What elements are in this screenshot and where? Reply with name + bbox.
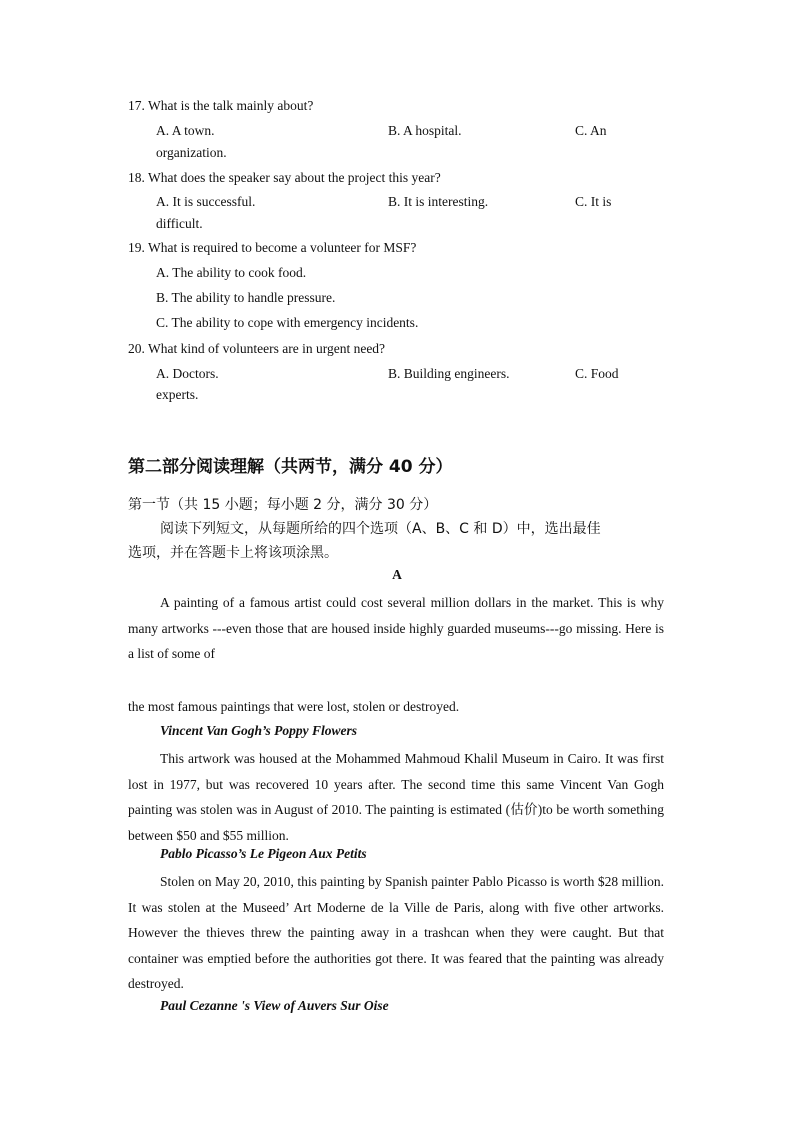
painting-2-text: Stolen on May 20, 2010, this painting by Spanish painter Pablo Picasso is worth $28 million. It was stolen at the Museed’ Art Moderne de la Ville de Paris, along with five other artworks. However the thieves threw the painting away in a trashcan when they were caught. But that container was emptied before the authorities got there. It was feared that the painting was already destroyed.: [128, 874, 664, 992]
question-19-stem: 19. What is required to become a volunteer for MSF?: [128, 240, 417, 255]
question-19-option-c: C. The ability to cope with emergency incidents.: [156, 315, 419, 330]
question-17-option-c: C. An: [575, 123, 607, 138]
question-17-option-b: B. A hospital.: [388, 123, 462, 138]
question-20-option-c-continued: experts.: [156, 387, 199, 402]
question-18-option-a: A. It is successful.: [156, 194, 256, 209]
passage-intro: [128, 590, 664, 667]
question-18-option-c-continued: difficult.: [156, 216, 203, 231]
painting-2-title: Pablo Picasso’s Le Pigeon Aux Petits: [160, 846, 367, 861]
question-19-option-a: A. The ability to cook food.: [156, 265, 307, 280]
question-19-option-b: B. The ability to handle pressure.: [156, 290, 336, 305]
painting-1-description: [128, 746, 664, 848]
question-18-option-b: B. It is interesting.: [388, 194, 489, 209]
painting-3-title: Paul Cezanne 's View of Auvers Sur Oise: [160, 998, 389, 1013]
question-17-option-a: A. A town.: [156, 123, 215, 138]
instructions-line-1: 阅读下列短文，从每题所给的四个选项（A、B、C 和 D）中，选出最佳: [160, 521, 601, 537]
passage-label: A: [392, 567, 402, 582]
question-20-option-a: A. Doctors.: [156, 366, 219, 381]
section-one-title: 第一节（共 15 小题；每小题 2 分，满分 30 分）: [128, 497, 438, 513]
instructions-line-2: 选项，并在答题卡上将该项涂黑。: [128, 545, 338, 561]
question-18-option-c: C. It is: [575, 194, 612, 209]
painting-1-text: This artwork was housed at the Mohammed Mahmoud Khalil Museum in Cairo. It was first lost in 1977, but was recovered 10 years after. The second time this same Vincent Van Gogh painting was stolen was in August of 2010. The painting is estimated (估价)to be worth something between $50 and $55 million.: [128, 751, 664, 843]
passage-intro-end: the most famous paintings that were lost, stolen or destroyed.: [128, 699, 460, 714]
question-18-stem: 18. What does the speaker say about the project this year?: [128, 170, 441, 185]
painting-1-title: Vincent Van Gogh’s Poppy Flowers: [160, 723, 358, 738]
painting-2-description: [128, 869, 664, 997]
question-17-stem: 17. What is the talk mainly about?: [128, 98, 314, 113]
passage-intro-text: A painting of a famous artist could cost several million dollars in the market. This is why many artworks ---even those that are housed inside highly guarded museums---go missing. Here is a list of some of: [128, 595, 664, 662]
question-20-option-c: C. Food: [575, 366, 619, 381]
question-20-stem: 20. What kind of volunteers are in urgent need?: [128, 341, 386, 356]
question-20-option-b: B. Building engineers.: [388, 366, 510, 381]
part-two-title: 第二部分阅读理解（共两节，满分 40 分）: [128, 457, 453, 477]
question-17-option-c-continued: organization.: [156, 145, 227, 160]
